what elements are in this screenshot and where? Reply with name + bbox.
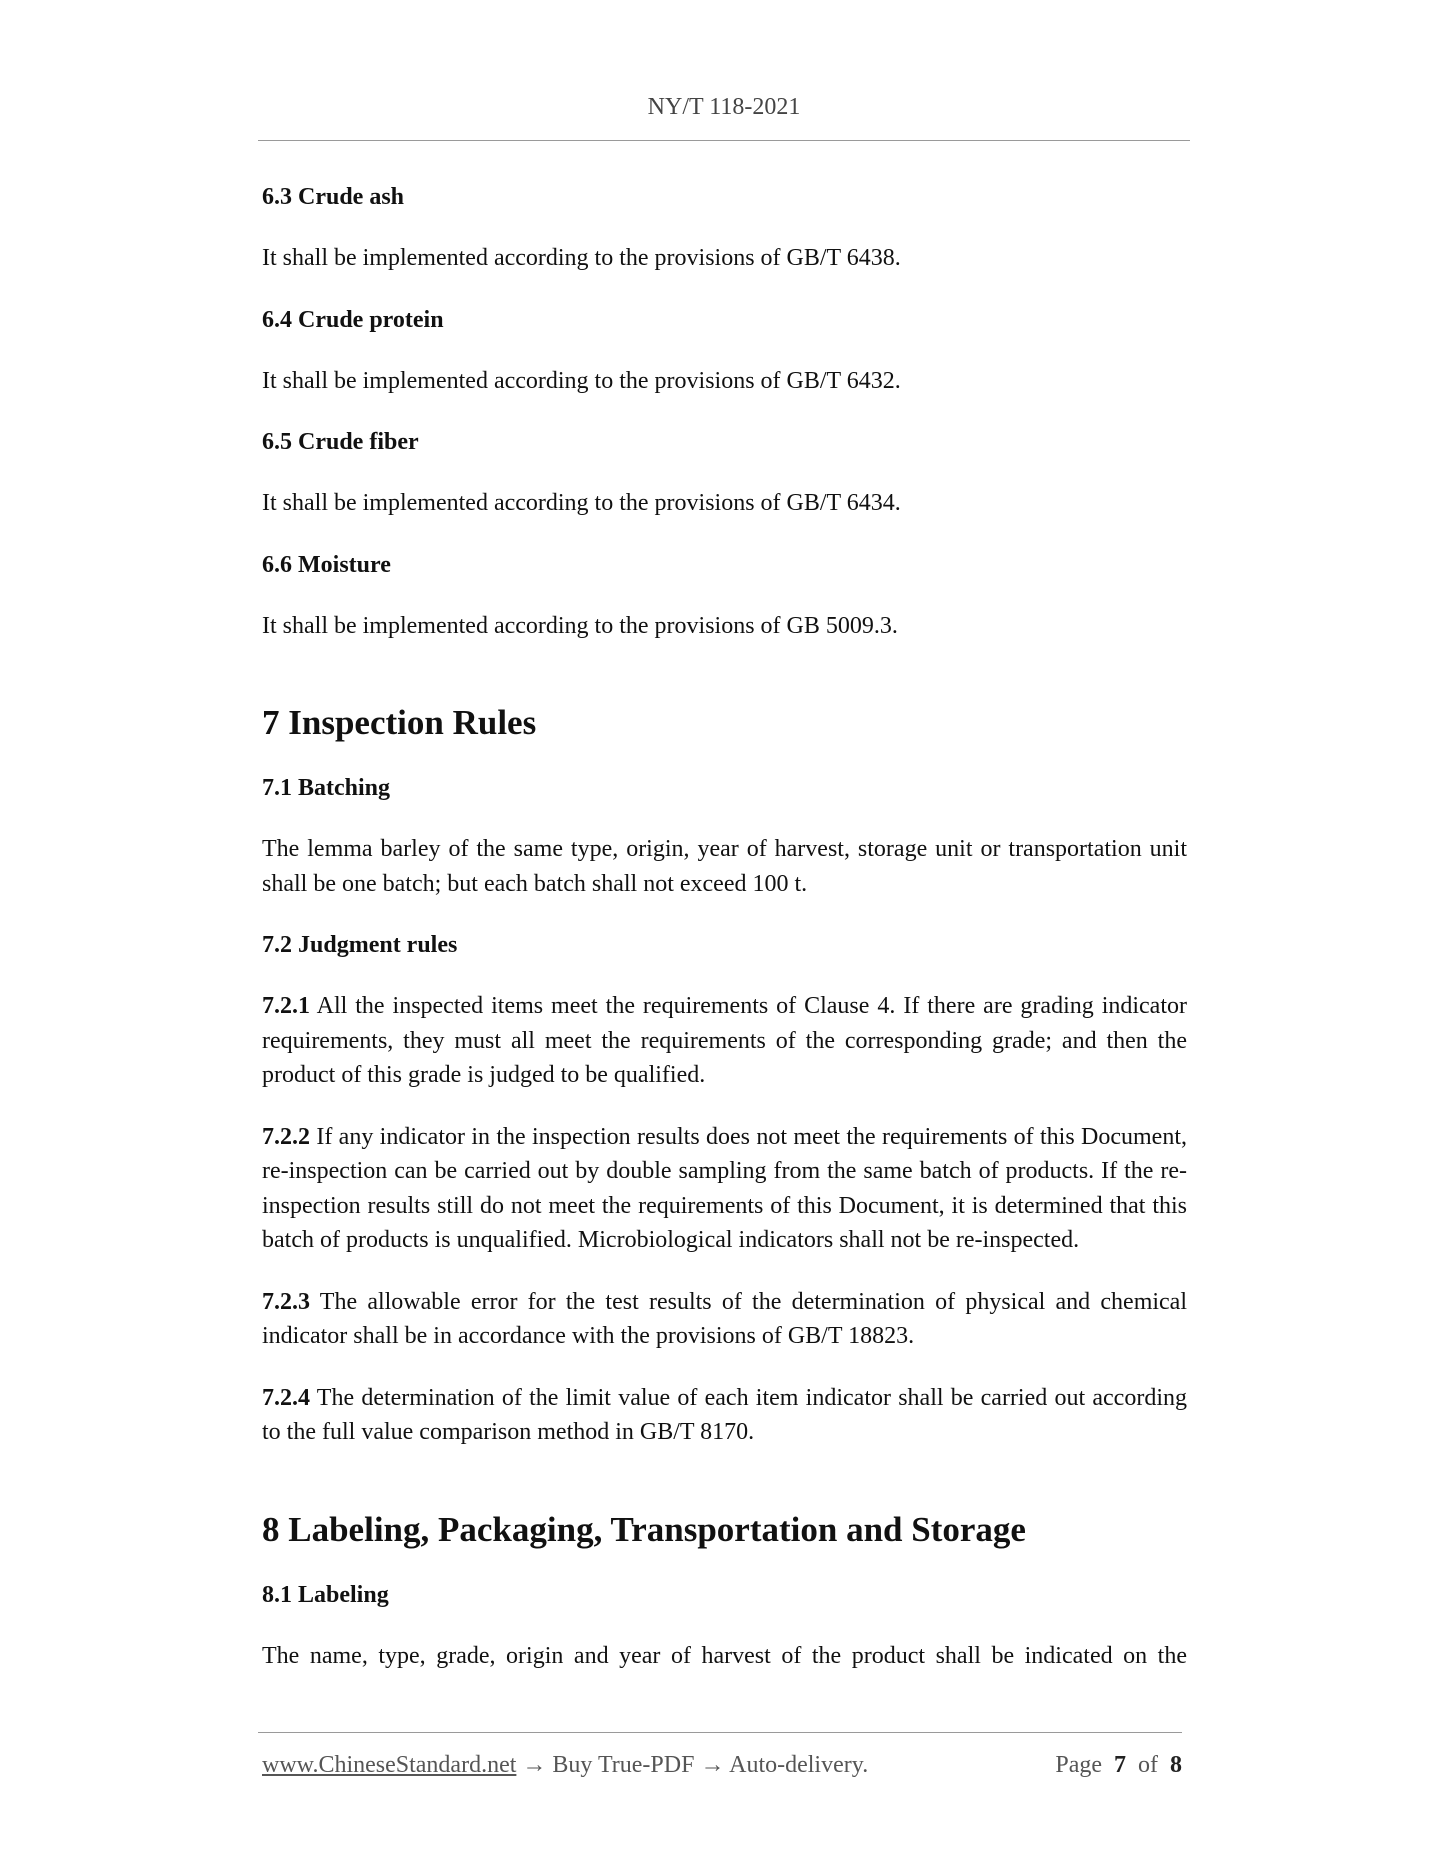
section-7-2-heading: 7.2 Judgment rules <box>262 932 458 958</box>
clause-7-2-2 <box>262 1120 1187 1258</box>
site-link[interactable]: www.ChineseStandard.net <box>262 1752 517 1778</box>
page-of-label: of <box>1138 1752 1158 1778</box>
page-footer <box>262 1752 1182 1779</box>
page-header: NY/T 118-2021 <box>647 94 801 120</box>
section-8-1-heading: 8.1 Labeling <box>262 1581 389 1608</box>
clause-7-2-2-text: If any indicator in the inspection results does not meet the requirements of this Document, re-inspection can be carried out by double sampling from the same batch of products. If the re-inspection results still do not meet the requirements of this Document, it is determined that this batch of products is unqualified. Microbiological indicators shall not be re-inspected. <box>262 1123 1187 1253</box>
section-7-1-heading: 7.1 Batching <box>262 775 391 801</box>
section-7-1-text: The lemma barley of the same type, origin, year of harvest, storage unit or transportation unit shall be one batch; but each batch shall not exceed 100 t. <box>262 836 1187 897</box>
section-8-heading: 8 Labeling, Packaging, Transportation and Storage <box>262 1509 1026 1549</box>
section-6-4-heading: 6.4 Crude protein <box>262 306 444 333</box>
footer-tagline: → Buy True-PDF → Auto-delivery. <box>516 1752 869 1778</box>
page-label: Page <box>1055 1752 1102 1778</box>
clause-7-2-4-text: The determination of the limit value of each item indicator shall be carried out according to the full value comparison method in GB/T 8170. <box>262 1384 1187 1445</box>
clause-7-2-1-number: 7.2.1 <box>262 993 310 1019</box>
section-7-heading: 7 Inspection Rules <box>262 703 537 742</box>
section-6-6-text: It shall be implemented according to the provisions of GB 5009.3. <box>262 612 898 639</box>
page-number <box>1055 1752 1182 1779</box>
page-current: 7 <box>1114 1752 1126 1778</box>
section-6-4-text: It shall be implemented according to the provisions of GB/T 6432. <box>262 367 901 394</box>
section-6-6-heading: 6.6 Moisture <box>262 551 391 578</box>
clause-7-2-2-number: 7.2.2 <box>262 1123 310 1150</box>
section-6-5-text: It shall be implemented according to the provisions of GB/T 6434. <box>262 490 901 516</box>
page-total: 8 <box>1170 1752 1182 1778</box>
clause-7-2-3-number: 7.2.3 <box>262 1288 310 1315</box>
section-6-3-text: It shall be implemented according to the provisions of GB/T 6438. <box>262 245 901 271</box>
document-body <box>262 180 1187 1700</box>
clause-7-2-1-text: All the inspected items meet the requirements of Clause 4. If there are grading indicator requirements, they must all meet the requirements of the corresponding grade; and then the product of this grade is judged to be qualified. <box>262 993 1187 1088</box>
footer-promo <box>262 1752 868 1778</box>
clause-7-2-3-text: The allowable error for the test results of the determination of physical and chemical indicator shall be in accordance with the provisions of GB/T 18823. <box>262 1288 1187 1349</box>
header-divider <box>258 140 1190 141</box>
footer-divider <box>258 1732 1182 1733</box>
clause-7-2-3 <box>262 1285 1187 1354</box>
clause-7-2-1 <box>262 989 1187 1093</box>
section-6-5-heading: 6.5 Crude fiber <box>262 429 419 455</box>
section-8-1-text: The name, type, grade, origin and year of harvest of the product shall be indicated on the <box>262 1642 1187 1669</box>
clause-7-2-4 <box>262 1381 1187 1450</box>
clause-7-2-4-number: 7.2.4 <box>262 1384 310 1411</box>
section-6-3-heading: 6.3 Crude ash <box>262 184 405 210</box>
